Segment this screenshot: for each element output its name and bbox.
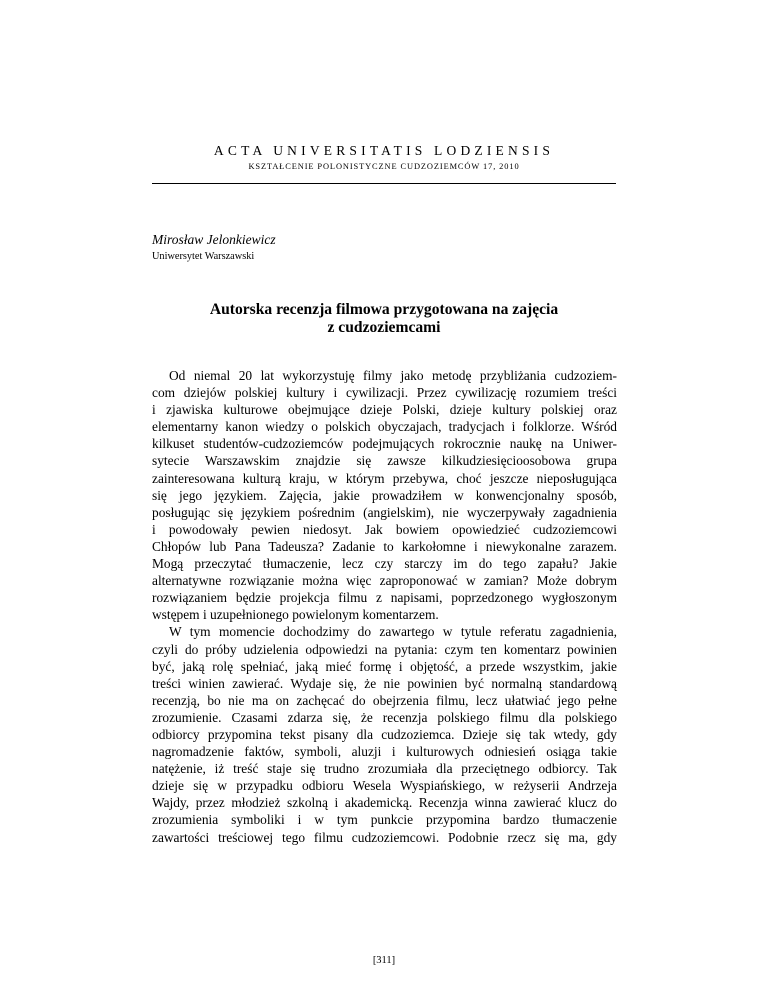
body-line: kilkuset studentów-cudzoziemców podejmujących rokrocznie naukę na Uniwer-	[152, 436, 617, 452]
journal-series: KSZTAŁCENIE POLONISTYCZNE CUDZOZIEMCÓW 17, 2010	[248, 162, 520, 171]
body-line: nagromadzenie faktów, symboli, aluzji i kulturowych odniesień osiąga takie	[152, 744, 617, 760]
body-line: zawartości treściowej tego filmu cudzoziemcowi. Podobnie rzecz się ma, gdy	[152, 829, 617, 845]
body-line: Mogą przeczytać tłumaczenie, lecz czy starczy im do tego zapału? Jakie	[152, 556, 617, 572]
body-line: odbiorcy przypomina tekst pisany dla cudzoziemca. Dzieje się tak wtedy, gdy	[152, 726, 617, 742]
body-line: Wajdy, przez młodzież szkolną i akademicką. Recenzja winna zawierać klucz do	[152, 795, 617, 811]
body-line: posługując się językiem pośrednim (angielskim), nie wyczerpywały zagadnienia	[152, 504, 617, 520]
body-line: być, jaką rolę spełniać, jaką mieć formę i objętość, a przede wszystkim, jakie	[152, 658, 617, 674]
body-line: com dziejów polskiej kultury i cywilizacji. Przez cywilizację rozumiem treści	[152, 385, 617, 401]
body-line: W tym momencie dochodzimy do zawartego w tytule referatu zagadnienia,	[169, 624, 617, 640]
journal-title: ACTA UNIVERSITATIS LODZIENSIS	[213, 143, 555, 158]
body-line: Chłopów lub Pana Tadeusza? Zadanie to karkołomne i niewykonalne zarazem.	[152, 538, 617, 554]
body-line: zainteresowana kulturą kraju, w którym przebywa, choć jeszcze nieposługująca	[152, 470, 617, 486]
article-title-line-1: Autorska recenzja filmowa przygotowana na zajęcia	[209, 301, 559, 318]
article-body	[152, 367, 617, 846]
body-line: zrozumienie. Czasami zdarza się, że recenzja polskiego filmu dla polskiego	[152, 709, 617, 725]
body-line: wstępem i uzupełnionego powielonym komentarzem.	[152, 607, 439, 623]
body-line: sytecie Warszawskim znajdzie się zawsze kilkudziesięcioosobowa grupa	[152, 453, 617, 469]
body-line: recenzją, bo nie ma on zachęcać do obejrzenia filmu, lecz ułatwiać jego pełne	[152, 692, 617, 708]
body-line: natężenie, iż treść staje się trudno zrozumiała dla przeciętnego odbiorcy. Tak	[152, 761, 617, 777]
author-affiliation: Uniwersytet Warszawski	[152, 251, 255, 262]
body-line: treści winien zawierać. Wydaje się, że nie powinien być normalną standardową	[152, 675, 617, 691]
body-line: czyli do próby udzielenia odpowiedzi na pytania: czym ten komentarz powinien	[152, 641, 617, 657]
author-name: Mirosław Jelonkiewicz	[152, 232, 276, 247]
body-line: alternatywne rozwiązanie można więc zaproponować w zamian? Może dobrym	[152, 573, 617, 589]
article-title-line-2: z cudzoziemcami	[327, 319, 441, 336]
page-number: [311]	[372, 955, 396, 966]
article-title	[152, 301, 616, 337]
body-line: Od niemal 20 lat wykorzystuję filmy jako metodę przybliżania cudzoziem-	[169, 368, 617, 383]
body-line: i zjawiska kulturowe obejmujące dzieje Polski, dzieje kultury polskiej oraz	[152, 402, 617, 418]
body-line: zrozumienia symboliki i w tym punkcie przypomina bardzo tłumaczenie	[152, 812, 617, 828]
body-line: elementarny kanon wiedzy o polskich obyczajach, tradycjach i folklorze. Wśród	[152, 419, 617, 435]
body-line: dzieje się w przypadku odbioru Wesela Wyspiańskiego, w reżyserii Andrzeja	[152, 778, 617, 794]
body-line: i powodowały pewien niedosyt. Jak bowiem opowiedzieć cudzoziemcowi	[152, 521, 617, 537]
body-line: się jego językiem. Zajęcia, jakie prowadziłem w konwencjonalny sposób,	[152, 487, 617, 503]
journal-header	[152, 143, 616, 172]
header-rule	[152, 183, 616, 184]
body-line: rozwiązaniem będzie projekcja filmu z napisami, poprzedzonego wygłoszonym	[152, 590, 617, 606]
